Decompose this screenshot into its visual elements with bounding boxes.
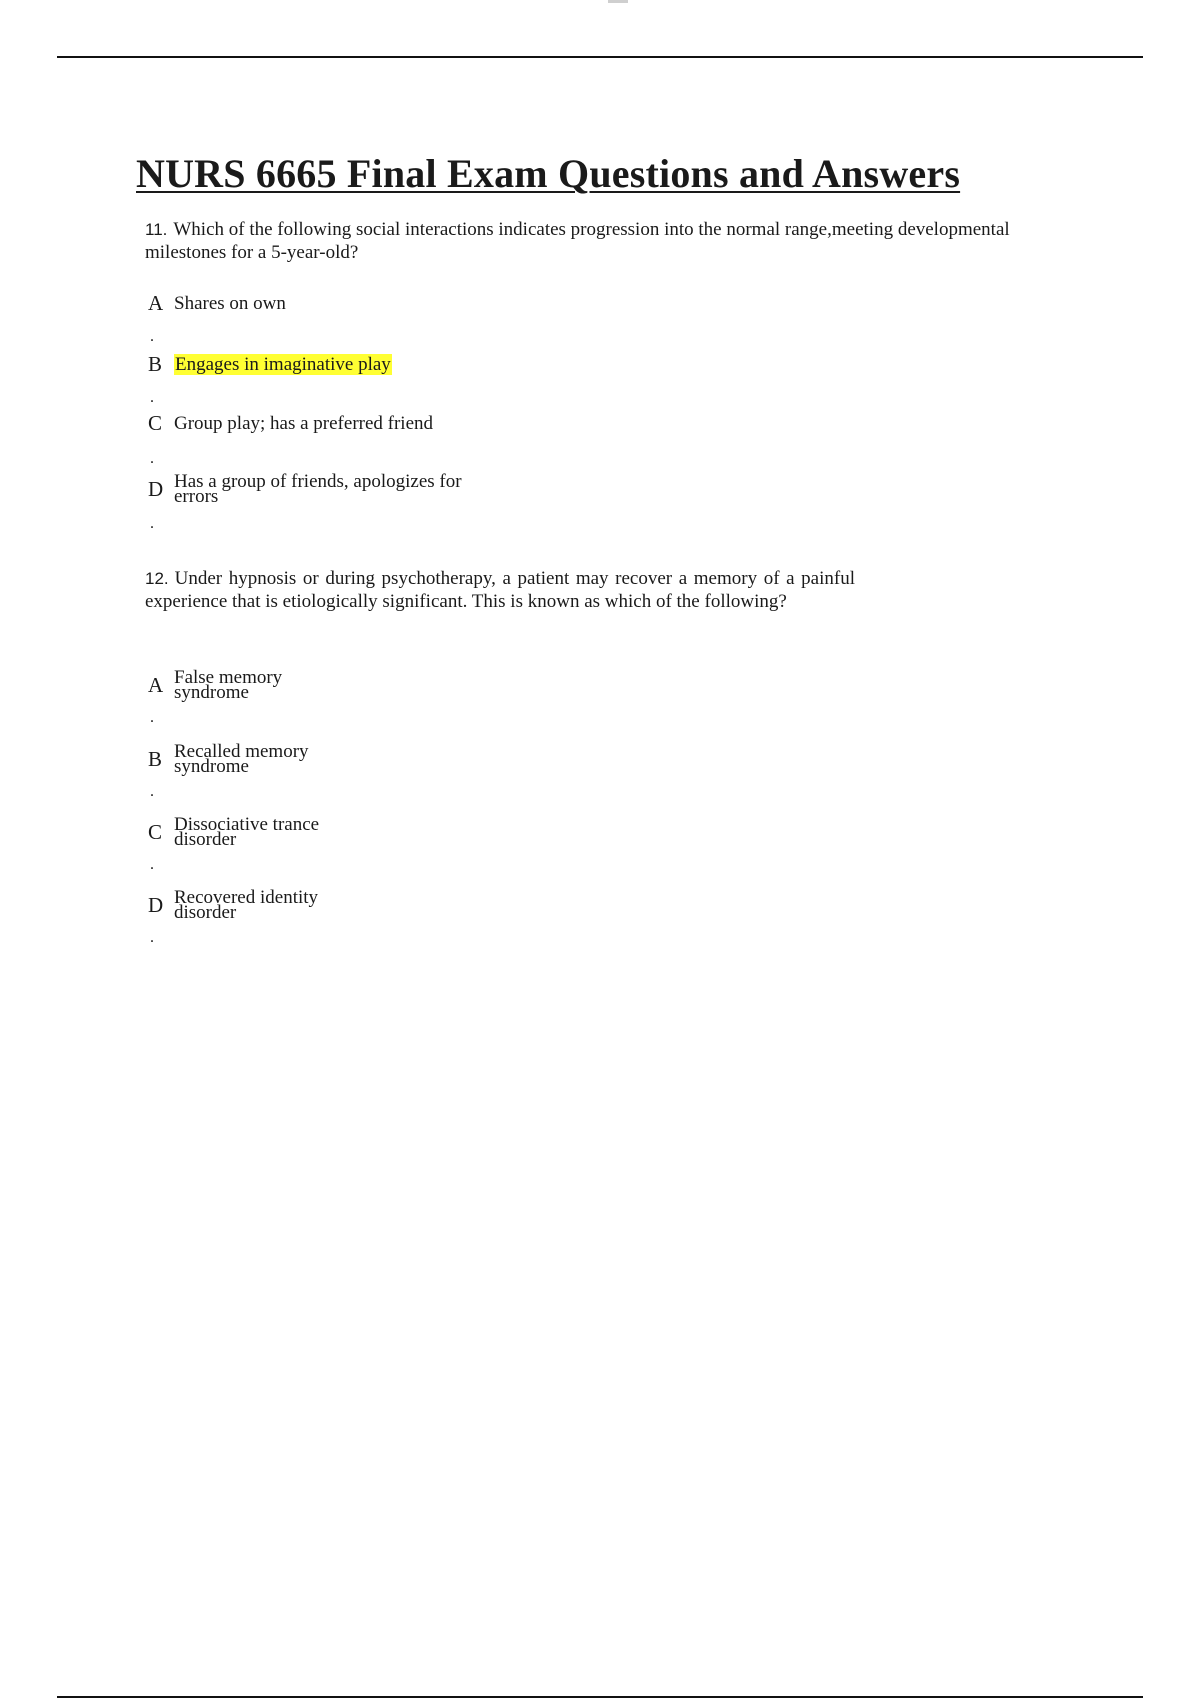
option-marker: . bbox=[150, 929, 154, 946]
footer-rule bbox=[57, 1696, 1143, 1698]
question-text: Under hypnosis or during psychotherapy, a patient may recover a memory of a painful experience that is etiologically significant. This is known as which of the following? bbox=[145, 568, 855, 612]
option-marker: . bbox=[150, 328, 154, 345]
question-number: 11. bbox=[145, 220, 168, 239]
option-marker: . bbox=[150, 389, 154, 406]
question-12 bbox=[145, 567, 855, 613]
option-letter: D bbox=[148, 892, 164, 917]
question-11 bbox=[145, 218, 1025, 264]
option-text: Group play; has a preferred friend bbox=[174, 413, 434, 434]
option-marker: . bbox=[150, 783, 154, 800]
option-text: Dissociative trance disorder bbox=[174, 814, 320, 850]
answer-option-12-b[interactable] bbox=[148, 741, 334, 777]
answer-option-12-d[interactable] bbox=[148, 887, 344, 923]
header-rule bbox=[57, 56, 1143, 58]
option-letter: A bbox=[148, 672, 164, 697]
question-text: Which of the following social interactions indicates progression into the normal range,meeting developmental milestones for a 5-year-old? bbox=[145, 219, 1010, 263]
page-top-mark bbox=[608, 0, 628, 3]
option-text: Recovered identity disorder bbox=[174, 887, 319, 923]
option-marker: . bbox=[150, 856, 154, 873]
answer-option-11-a[interactable] bbox=[148, 291, 286, 316]
option-marker: . bbox=[150, 515, 154, 532]
answer-option-12-a[interactable] bbox=[148, 667, 314, 703]
option-letter: C bbox=[148, 411, 163, 435]
document-title: NURS 6665 Final Exam Questions and Answers bbox=[136, 151, 961, 196]
answer-option-11-b[interactable] bbox=[148, 352, 392, 377]
option-text: Has a group of friends, apologizes for errors bbox=[174, 471, 462, 507]
option-letter: C bbox=[148, 819, 163, 844]
option-text: Shares on own bbox=[174, 293, 286, 314]
option-text: False memory syndrome bbox=[174, 667, 283, 703]
answer-option-11-d[interactable] bbox=[148, 471, 494, 507]
option-letter: B bbox=[148, 352, 163, 376]
highlighted-answer-text: Engages in imaginative play bbox=[175, 354, 391, 375]
answer-option-12-c[interactable] bbox=[148, 814, 349, 850]
option-letter: B bbox=[148, 746, 163, 771]
option-letter: A bbox=[148, 291, 164, 315]
option-text: Recalled memory syndrome bbox=[174, 741, 309, 777]
option-letter: D bbox=[148, 476, 164, 501]
question-number: 12. bbox=[145, 569, 169, 588]
option-marker: . bbox=[150, 709, 154, 726]
answer-option-11-c[interactable] bbox=[148, 411, 433, 436]
option-marker: . bbox=[150, 450, 154, 467]
